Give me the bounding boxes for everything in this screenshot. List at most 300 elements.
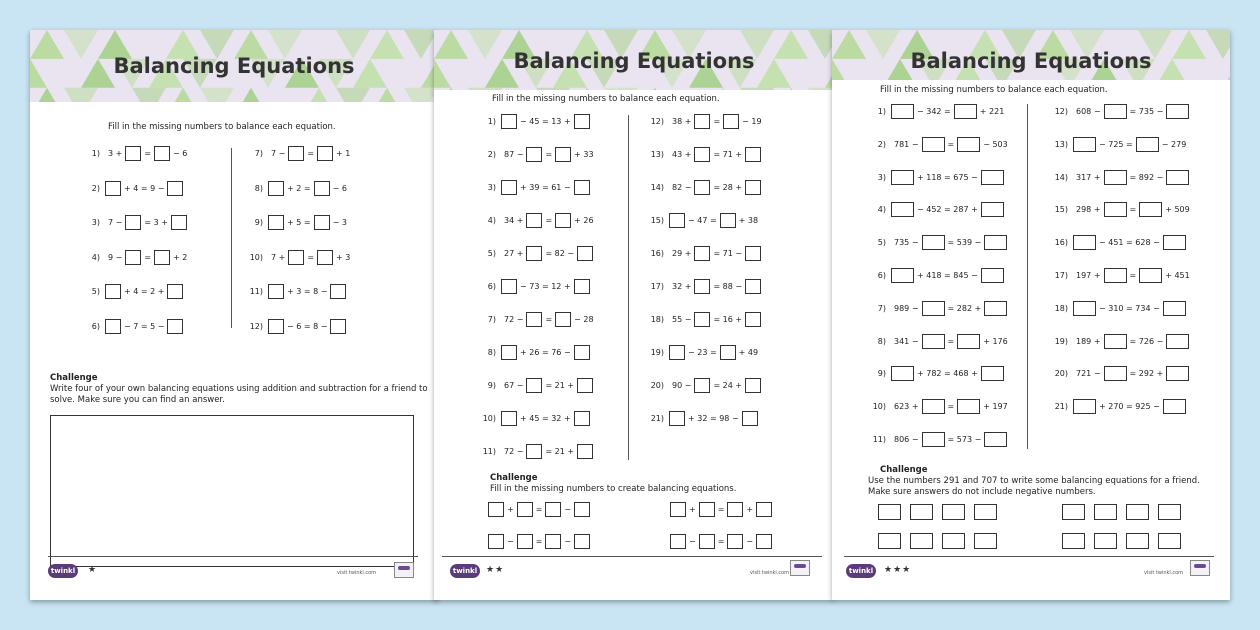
equation-text: 989 − [894, 303, 919, 313]
triangle-shape [404, 88, 438, 102]
equation-row [646, 246, 761, 261]
answer-box[interactable] [574, 345, 590, 360]
challenge-heading: Challenge [50, 373, 98, 383]
equation-text: + 2 [173, 252, 188, 262]
equation-text: = [713, 117, 721, 126]
equation-row [1050, 235, 1186, 250]
answer-box[interactable] [910, 504, 933, 520]
question-number: 2) [91, 183, 100, 193]
equation-row [82, 146, 190, 161]
triangle-shape [434, 88, 468, 90]
equation-text: 34 + [504, 216, 524, 225]
answer-box[interactable] [699, 534, 715, 549]
difficulty-stars: ★★★ [884, 565, 912, 575]
visit-link[interactable]: visit twinkl.com [750, 570, 790, 576]
answer-box[interactable] [922, 432, 945, 447]
answer-box[interactable] [488, 534, 504, 549]
equation-row [1050, 202, 1193, 217]
answer-box[interactable] [669, 411, 685, 426]
equation-text: 721 − [1076, 369, 1101, 379]
difficulty-stars: ★★ [486, 565, 505, 575]
challenge-line: Write four of your own balancing equations using addition and subtraction for a friend to [50, 384, 428, 394]
answer-box[interactable] [742, 411, 758, 426]
answer-box[interactable] [1166, 170, 1189, 185]
question-number: 14) [1054, 172, 1068, 182]
triangle-shape [132, 88, 166, 102]
question-number: 10) [249, 252, 263, 262]
equation-text: + 45 = 32 + [520, 414, 571, 423]
answer-box[interactable] [720, 345, 736, 360]
challenge-line: Make sure answers do not include negative numbers. [868, 487, 1096, 497]
triangle-shape [604, 88, 638, 90]
question-number: 7) [487, 315, 496, 324]
equation-text: 72 − [504, 315, 524, 324]
equation-text: = [545, 216, 553, 225]
answer-box[interactable] [574, 180, 590, 195]
equation-text: 90 − [672, 381, 692, 390]
equation-text: 82 − [672, 183, 692, 192]
question-number: 5) [877, 238, 886, 248]
answer-box[interactable] [942, 533, 965, 549]
answer-box[interactable] [517, 502, 533, 517]
equation-row [646, 345, 761, 360]
answer-box[interactable] [984, 235, 1007, 250]
answer-box[interactable] [1158, 533, 1181, 549]
question-number: 4) [91, 252, 100, 262]
answer-box[interactable] [694, 378, 710, 393]
equation-text: − 7 = 5 − [124, 321, 165, 331]
answer-box[interactable] [745, 180, 761, 195]
equation-text: 43 + [672, 150, 692, 159]
answer-box[interactable] [981, 268, 1004, 283]
answer-box[interactable] [727, 502, 743, 517]
equation-row [646, 147, 761, 162]
answer-box[interactable] [1073, 137, 1096, 152]
equation-text: 608 − [1076, 107, 1101, 116]
equation-text: 7 − [108, 218, 123, 227]
answer-box[interactable] [501, 279, 517, 294]
answer-box[interactable] [1104, 104, 1127, 119]
equation-row [1050, 104, 1189, 119]
answer-box[interactable] [501, 114, 517, 129]
answer-box[interactable] [526, 246, 542, 261]
equation-text: + 270 = 925 − [1099, 402, 1160, 412]
question-number: 9) [487, 381, 496, 390]
answer-box[interactable] [1062, 504, 1085, 520]
equation-text: = [144, 149, 152, 158]
answer-box[interactable] [699, 502, 715, 517]
challenge-text [868, 476, 1200, 498]
operator: − [746, 537, 754, 546]
answer-box[interactable] [574, 502, 590, 517]
answer-box[interactable] [574, 114, 590, 129]
equation-text: + 118 = 675 − [917, 172, 978, 182]
triangle-shape [536, 88, 570, 90]
challenge-equation [670, 534, 772, 549]
answer-box[interactable] [105, 181, 121, 196]
quality-badge-icon [790, 560, 810, 576]
answer-box[interactable] [1094, 533, 1117, 549]
answer-box[interactable] [268, 181, 284, 196]
equation-text: = [307, 149, 315, 158]
answer-box[interactable] [154, 146, 170, 161]
answer-box[interactable] [1139, 268, 1162, 283]
equation-row [868, 301, 1007, 316]
answer-box[interactable] [922, 137, 945, 152]
equation-text: = [545, 150, 553, 159]
equation-text: = 539 − [947, 238, 982, 248]
answer-box[interactable] [555, 147, 571, 162]
equation-text: + 38 [738, 216, 759, 225]
column-divider [1027, 104, 1028, 449]
answer-box[interactable] [694, 312, 710, 327]
answer-box[interactable] [974, 504, 997, 520]
equation-row [646, 411, 758, 426]
answer-box[interactable] [891, 268, 914, 283]
answer-box[interactable] [922, 399, 945, 414]
equation-text: = 88 − [713, 282, 743, 291]
answer-box[interactable] [922, 301, 945, 316]
answer-box[interactable] [545, 534, 561, 549]
triangle-shape [740, 88, 774, 90]
answer-box[interactable] [981, 170, 1004, 185]
question-number: 3) [487, 183, 496, 192]
equation-row [868, 334, 1011, 349]
answer-box[interactable] [268, 319, 284, 334]
answer-box[interactable] [526, 444, 542, 459]
equation-text: = 21 + [545, 381, 575, 390]
challenge-text [490, 484, 736, 495]
answer-box[interactable] [1126, 504, 1149, 520]
equation-text: = [307, 252, 315, 262]
answer-box[interactable] [125, 146, 141, 161]
question-number: 1) [487, 117, 496, 126]
equation-text: 67 − [504, 381, 524, 390]
challenge-line: Fill in the missing numbers to create balancing equations. [490, 484, 737, 494]
equation-text: − 279 [1161, 139, 1187, 149]
answer-box[interactable] [526, 312, 542, 327]
answer-box[interactable] [891, 366, 914, 381]
answer-box[interactable] [1104, 268, 1127, 283]
equation-row [1050, 268, 1193, 283]
equation-text: = 71 + [713, 150, 743, 159]
answer-box[interactable] [878, 533, 901, 549]
answer-box[interactable] [954, 104, 977, 119]
equation-text: + 1 [336, 149, 351, 158]
question-number: 5) [487, 249, 496, 258]
answer-box[interactable] [167, 181, 183, 196]
answer-box[interactable] [981, 366, 1004, 381]
triangle-shape [302, 88, 336, 102]
answer-box[interactable] [957, 137, 980, 152]
answer-box[interactable] [694, 180, 710, 195]
question-number: 8) [254, 183, 263, 193]
question-number: 9) [877, 369, 886, 379]
answer-box[interactable] [574, 534, 590, 549]
equation-row [1050, 366, 1189, 381]
question-number: 4) [487, 216, 496, 225]
answer-box[interactable] [577, 378, 593, 393]
answer-box[interactable] [1062, 533, 1085, 549]
question-number: 21) [650, 414, 664, 423]
operator: − [564, 537, 572, 546]
equation-text: = [144, 252, 152, 262]
triangle-shape [234, 88, 268, 102]
answer-box[interactable] [1139, 202, 1162, 217]
instruction-text: Fill in the missing numbers to balance each equation. [108, 122, 336, 132]
answer-box[interactable] [1073, 235, 1096, 250]
answer-box[interactable] [891, 202, 914, 217]
question-number: 17) [1054, 271, 1068, 280]
answer-box[interactable] [891, 170, 914, 185]
quality-badge-icon [1190, 560, 1210, 576]
question-number: 9) [254, 218, 263, 227]
answer-box[interactable] [669, 213, 685, 228]
answer-box[interactable] [745, 246, 761, 261]
answer-box[interactable] [526, 213, 542, 228]
equation-text: + 4 = 9 − [124, 183, 165, 193]
equation-row [646, 180, 761, 195]
equation-row [1050, 334, 1189, 349]
question-number: 16) [650, 249, 664, 258]
answer-box[interactable] [670, 534, 686, 549]
equation-text: − 725 = [1099, 139, 1133, 149]
equation-row [478, 444, 593, 459]
answer-box[interactable] [670, 502, 686, 517]
answer-box[interactable] [555, 213, 571, 228]
twinkl-logo: twinkl [450, 564, 480, 578]
equation-text: − 19 [742, 117, 762, 126]
answer-box[interactable] [526, 147, 542, 162]
answer-box[interactable] [517, 534, 533, 549]
answer-box[interactable] [723, 114, 739, 129]
answer-box[interactable] [1158, 504, 1181, 520]
answer-box[interactable] [555, 312, 571, 327]
answer-box[interactable] [878, 504, 901, 520]
answer-box[interactable] [957, 334, 980, 349]
challenge-text [50, 384, 428, 406]
operator: − [689, 537, 696, 546]
answer-box[interactable] [745, 279, 761, 294]
equation-text: 9 − [108, 252, 123, 262]
equation-text: = 735 − [1129, 107, 1164, 116]
answer-box[interactable] [669, 345, 685, 360]
answer-box[interactable] [501, 411, 517, 426]
equation-text: − 28 [574, 315, 594, 324]
answer-box[interactable] [1104, 366, 1127, 381]
answer-box[interactable] [694, 147, 710, 162]
answer-box[interactable] [577, 444, 593, 459]
equation-text: + 782 = 468 + [917, 369, 978, 379]
question-number: 10) [482, 414, 496, 423]
answer-box[interactable] [545, 502, 561, 517]
equation-row [82, 250, 190, 265]
equation-text: 189 + [1076, 336, 1101, 346]
equation-text: = 16 + [713, 315, 743, 324]
answer-box[interactable] [1104, 202, 1127, 217]
answer-box[interactable] [125, 215, 141, 230]
equation-text: = 292 + [1129, 369, 1164, 379]
equation-text: + 26 = 76 − [520, 348, 571, 357]
equation-text: = 71 − [713, 249, 743, 258]
answer-box[interactable] [1126, 533, 1149, 549]
answer-box[interactable] [727, 534, 743, 549]
column-divider [231, 148, 232, 328]
answer-box[interactable] [745, 312, 761, 327]
answer-box[interactable] [1166, 366, 1189, 381]
visit-link[interactable]: visit twinkl.com [337, 570, 377, 576]
answer-box[interactable] [574, 279, 590, 294]
equation-row [478, 279, 590, 294]
answer-box[interactable] [288, 146, 304, 161]
equation-text: + 418 = 845 − [917, 271, 978, 280]
question-number: 12) [249, 321, 263, 331]
equation-row [478, 246, 593, 261]
equation-text: − 23 = [688, 348, 717, 357]
answer-box[interactable] [501, 180, 517, 195]
answer-box[interactable] [288, 250, 304, 265]
equation-text: 7 − [271, 149, 286, 158]
answer-box[interactable] [1163, 301, 1186, 316]
equation-text: 298 + [1076, 205, 1101, 215]
answer-box[interactable] [694, 246, 710, 261]
answer-box[interactable] [756, 534, 772, 549]
challenge-line: solve. Make sure you can find an answer. [50, 395, 225, 405]
answer-box[interactable] [720, 213, 736, 228]
question-number: 1) [877, 107, 886, 116]
question-number: 19) [650, 348, 664, 357]
answer-box[interactable] [981, 202, 1004, 217]
challenge-equation [488, 534, 590, 549]
equation-text: − 73 = 12 + [520, 282, 571, 291]
answer-box[interactable] [745, 378, 761, 393]
footer-line [48, 556, 418, 557]
answer-box[interactable] [314, 181, 330, 196]
answer-box[interactable] [922, 235, 945, 250]
equation-row [646, 312, 761, 327]
equation-row [478, 180, 590, 195]
equation-text: + 5 = [287, 218, 311, 227]
instruction-text: Fill in the missing numbers to balance each equation. [492, 94, 720, 104]
answer-box[interactable] [922, 334, 945, 349]
worksheet-1 [30, 30, 438, 600]
answer-box[interactable] [756, 502, 772, 517]
equation-row [868, 137, 1011, 152]
equation-row [478, 345, 590, 360]
challenge-line: Use the numbers 291 and 707 to write some balancing equations for a friend. [868, 476, 1200, 486]
equation-row [478, 114, 590, 129]
question-number: 4) [877, 205, 886, 215]
equation-text: − 3 [332, 218, 347, 227]
equation-text: 7 + [271, 252, 286, 262]
answer-box[interactable] [974, 533, 997, 549]
equation-text: = [1129, 271, 1137, 280]
equation-row [1050, 137, 1189, 152]
equation-text: + 4 = 2 + [124, 287, 165, 296]
question-number: 7) [877, 303, 886, 313]
instruction-text: Fill in the missing numbers to balance each equation. [880, 85, 1108, 95]
answer-box[interactable] [268, 215, 284, 230]
answer-box[interactable] [317, 250, 333, 265]
answer-box[interactable] [167, 319, 183, 334]
equation-text: − 6 [332, 183, 347, 193]
difficulty-stars: ★ [88, 565, 98, 575]
answer-box[interactable] [1163, 235, 1186, 250]
question-number: 6) [877, 271, 886, 280]
question-number: 14) [650, 183, 664, 192]
equation-text: 55 − [672, 315, 692, 324]
equation-text: 341 − [894, 336, 919, 346]
answer-box[interactable] [957, 399, 980, 414]
answer-box[interactable] [268, 284, 284, 299]
equation-text: = [947, 139, 955, 149]
answer-box[interactable] [1163, 399, 1186, 414]
answer-box[interactable] [50, 415, 414, 567]
answer-box[interactable] [171, 215, 187, 230]
answer-box[interactable] [501, 345, 517, 360]
equation-text: = [545, 315, 553, 324]
answer-box[interactable] [154, 250, 170, 265]
answer-box[interactable] [1104, 334, 1127, 349]
equation-text: = 3 + [144, 218, 168, 227]
answer-box[interactable] [984, 432, 1007, 447]
equation-text: 806 − [894, 435, 919, 444]
equation-text: = [1129, 205, 1137, 215]
answer-box[interactable] [314, 215, 330, 230]
equation-row [245, 319, 346, 334]
answer-box[interactable] [330, 284, 346, 299]
equation-row [1050, 399, 1186, 414]
visit-link[interactable]: visit twinkl.com [1144, 570, 1184, 576]
answer-box[interactable] [1073, 399, 1096, 414]
equation-text: + 176 [983, 336, 1008, 346]
answer-box[interactable] [1073, 301, 1096, 316]
equation-text: 781 − [894, 139, 919, 149]
answer-box[interactable] [167, 284, 183, 299]
equation-row [868, 202, 1004, 217]
answer-box[interactable] [330, 319, 346, 334]
answer-box[interactable] [694, 114, 710, 129]
answer-box[interactable] [910, 533, 933, 549]
question-number: 18) [650, 315, 664, 324]
answer-box[interactable] [526, 378, 542, 393]
equation-text: 197 + [1076, 271, 1101, 280]
answer-box[interactable] [105, 284, 121, 299]
answer-box[interactable] [1166, 334, 1189, 349]
challenge-heading: Challenge [490, 473, 538, 483]
answer-box[interactable] [694, 279, 710, 294]
answer-box[interactable] [577, 246, 593, 261]
question-number: 15) [1054, 205, 1068, 215]
answer-box[interactable] [984, 301, 1007, 316]
answer-box[interactable] [891, 104, 914, 119]
answer-box[interactable] [125, 250, 141, 265]
equation-row [868, 268, 1004, 283]
answer-box[interactable] [1104, 170, 1127, 185]
answer-box[interactable] [574, 411, 590, 426]
question-number: 2) [877, 139, 886, 149]
answer-box[interactable] [942, 504, 965, 520]
answer-box[interactable] [488, 502, 504, 517]
equation-row [478, 213, 597, 228]
answer-box[interactable] [105, 319, 121, 334]
equation-text: + 32 = 98 − [688, 414, 739, 423]
answer-box[interactable] [745, 147, 761, 162]
answer-box[interactable] [317, 146, 333, 161]
answer-box[interactable] [1094, 504, 1117, 520]
answer-box[interactable] [1136, 137, 1159, 152]
answer-box[interactable] [1166, 104, 1189, 119]
